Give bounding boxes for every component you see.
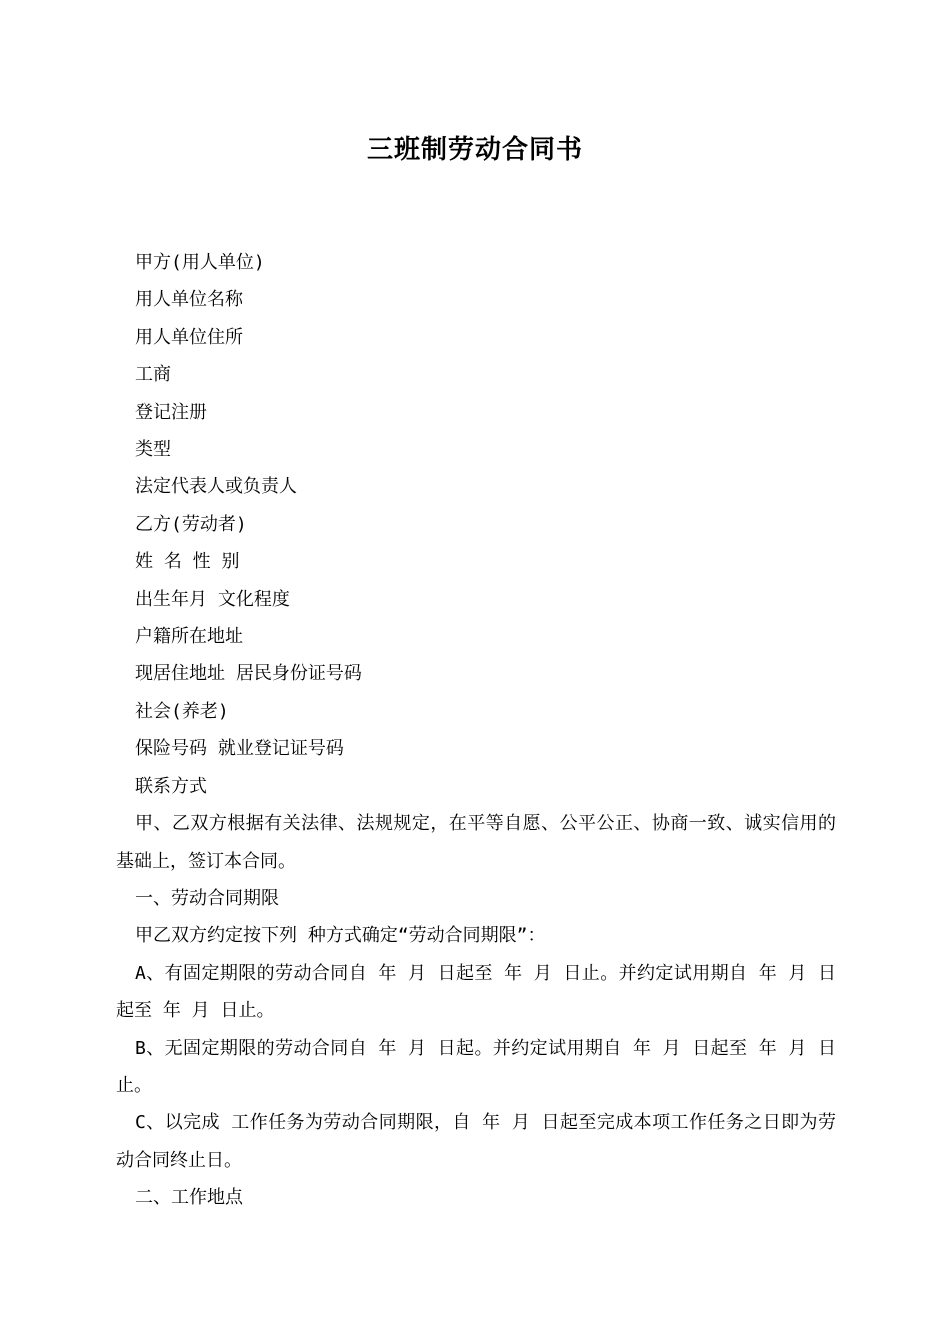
line-type: 类型	[135, 439, 171, 461]
document-body	[116, 244, 836, 1217]
line-business: 工商	[135, 364, 171, 386]
section-heading-location: 二、工作地点	[135, 1187, 243, 1209]
paragraph-term-method: 甲乙双方约定按下列 种方式确定“劳动合同期限”：	[135, 925, 546, 947]
paragraph-preamble: 甲、乙双方根据有关法律、法规规定，在平等自愿、公平公正、协商一致、诚实信用的基础上，签订本合同。	[116, 813, 836, 872]
line-name-gender: 姓 名 性 别	[135, 551, 240, 573]
line-legal-representative: 法定代表人或负责人	[135, 476, 297, 498]
document-title: 三班制劳动合同书	[366, 135, 583, 165]
line-party-a: 甲方(用人单位)	[135, 252, 265, 273]
paragraph-term-option-a: A、有固定期限的劳动合同自 年 月 日起至 年 月 日止。并约定试用期自 年 月 日起至 年 月 日止。	[116, 962, 836, 1022]
line-birth-education: 出生年月 文化程度	[135, 588, 290, 610]
line-household-address: 户籍所在地址	[135, 626, 243, 648]
line-contact: 联系方式	[135, 775, 207, 797]
line-residence-id: 现居住地址 居民身份证号码	[135, 663, 362, 685]
line-registration: 登记注册	[135, 401, 207, 423]
line-employer-address: 用人单位住所	[135, 326, 243, 348]
line-insurance-employment-no: 保险号码 就业登记证号码	[135, 738, 344, 760]
section-heading-term: 一、劳动合同期限	[135, 887, 279, 909]
paragraph-term-option-c: C、以完成 工作任务为劳动合同期限，自 年 月 日起至完成本项工作任务之日即为劳动合同终止日。	[116, 1112, 836, 1171]
line-employer-name: 用人单位名称	[135, 289, 243, 311]
paragraph-term-option-b: B、无固定期限的劳动合同自 年 月 日起。并约定试用期自 年 月 日起至 年 月 日止。	[116, 1037, 836, 1096]
line-party-b: 乙方(劳动者)	[135, 513, 247, 535]
line-social-insurance: 社会(养老)	[135, 700, 229, 722]
